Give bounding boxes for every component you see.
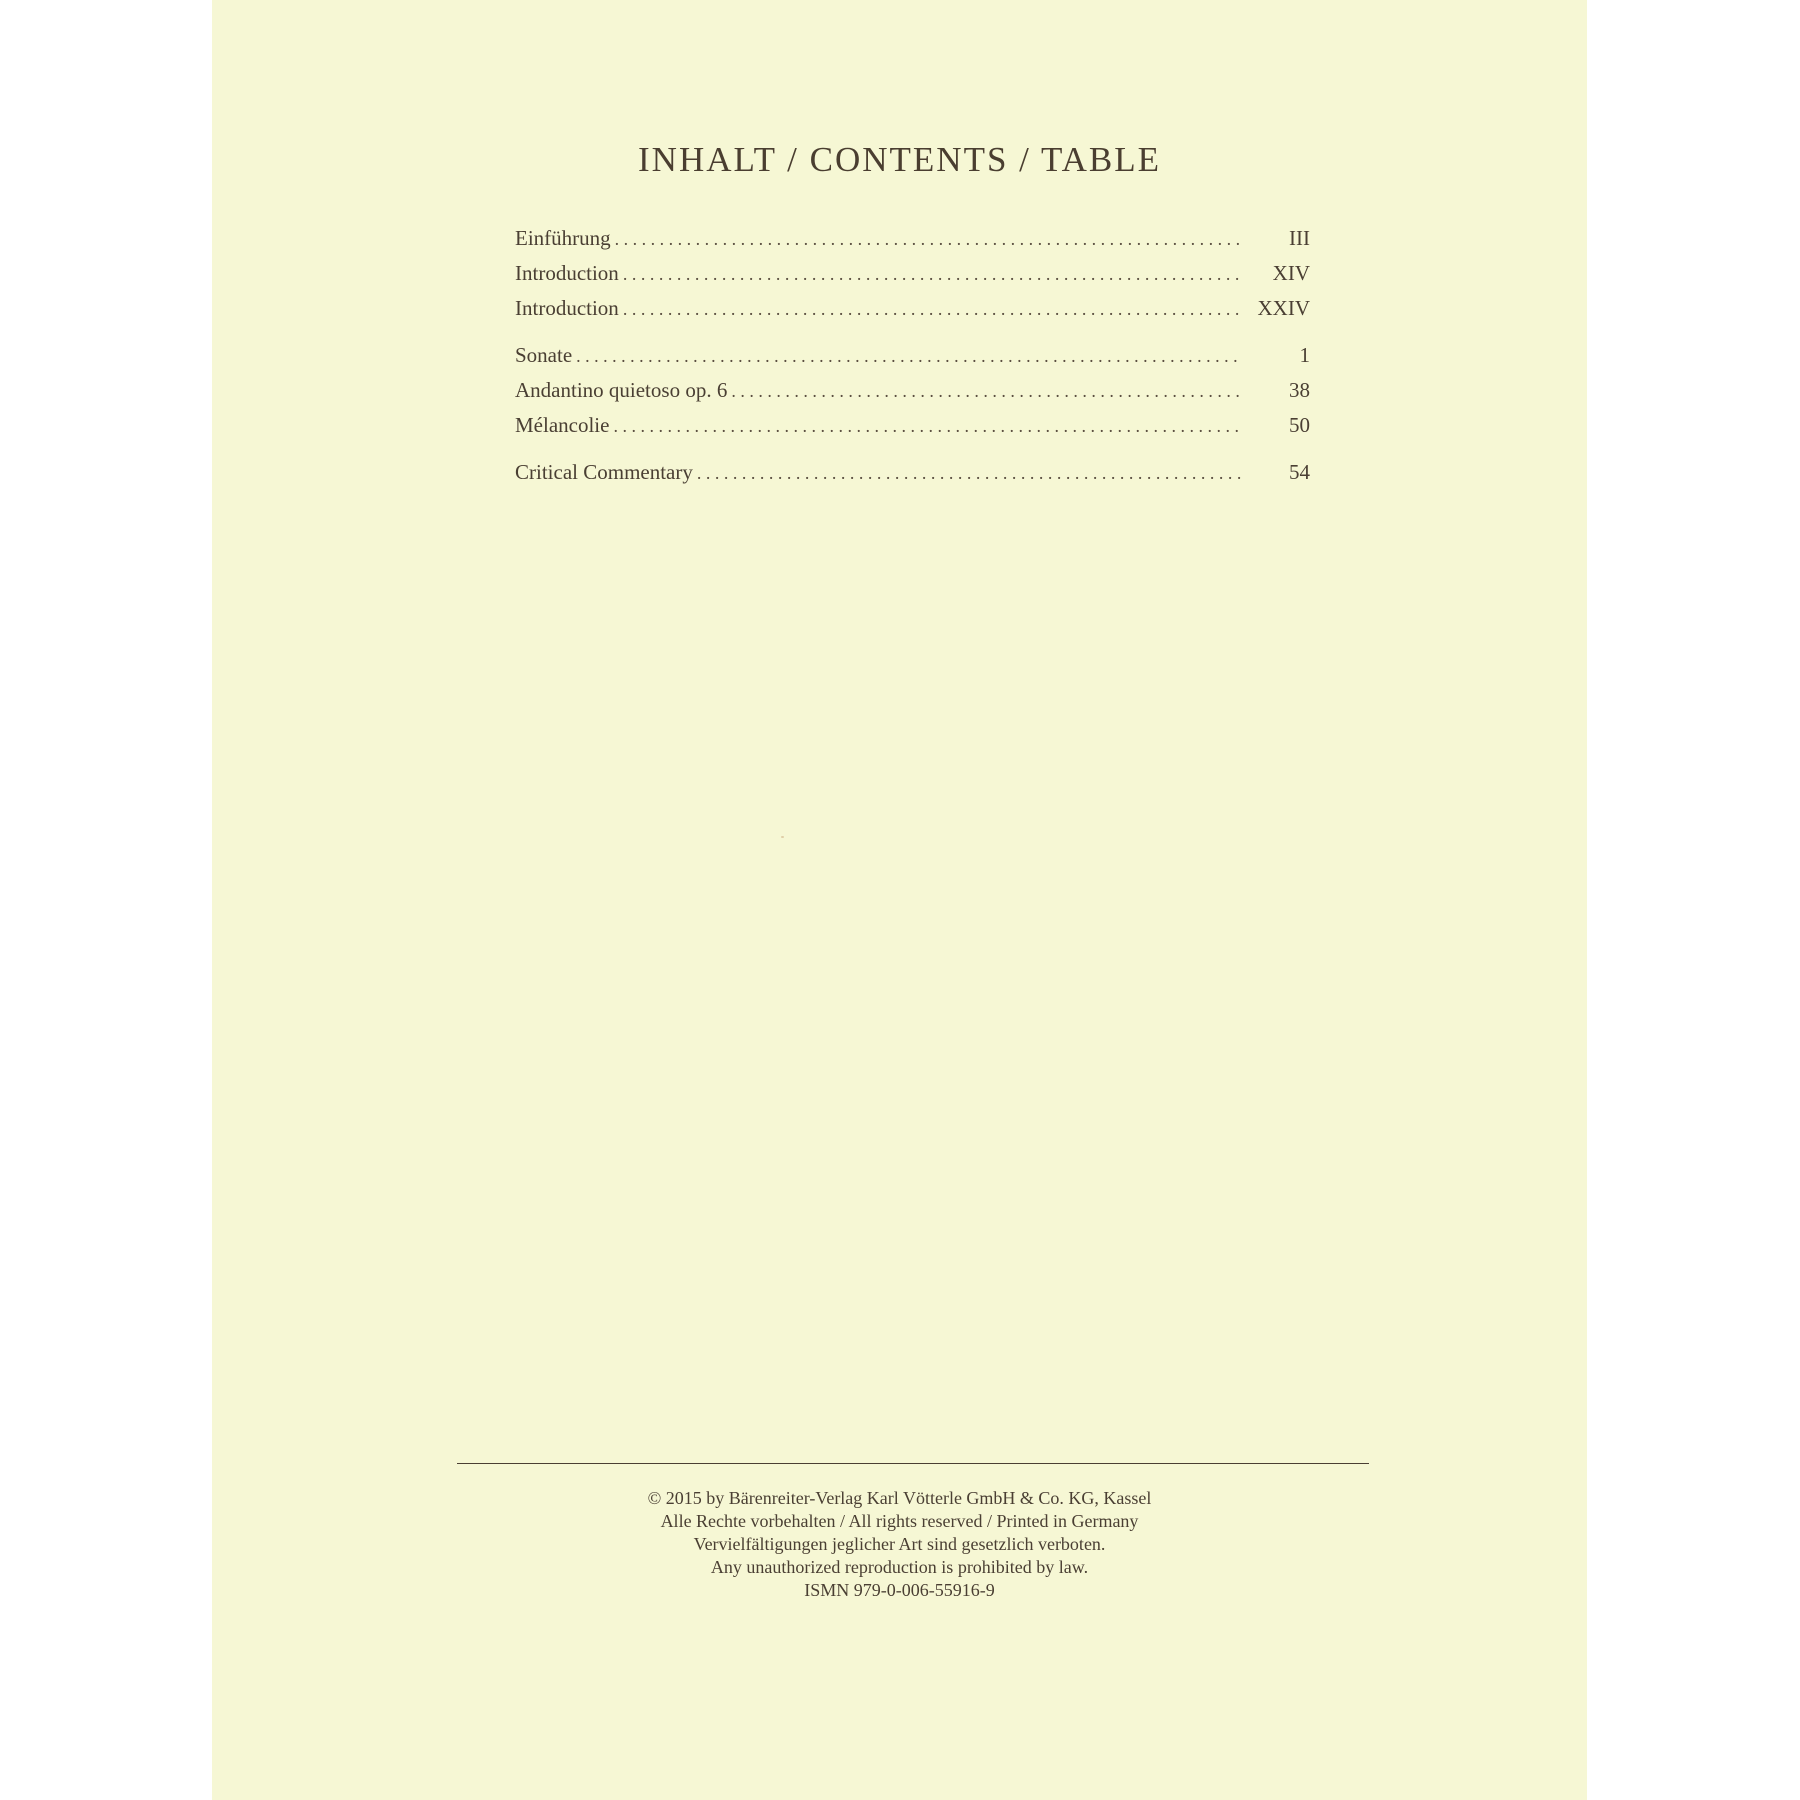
toc-entry-title: Critical Commentary — [515, 460, 697, 485]
toc-entry-title: Introduction — [515, 296, 623, 321]
toc-entry — [515, 261, 1310, 296]
toc-dot-leader — [576, 346, 1242, 367]
rights-line: Alle Rechte vorbehalten / All rights reserved / Printed in Germany — [660, 1511, 1139, 1531]
toc-entry-page: XXIV — [1257, 296, 1310, 320]
toc-entry-title: Andantino quietoso op. 6 — [515, 378, 731, 403]
copyright-notice — [212, 1487, 1587, 1602]
toc-entry — [515, 343, 1310, 378]
toc-entry-page: 54 — [1289, 460, 1310, 484]
toc-entry — [515, 413, 1310, 448]
toc-dot-leader — [615, 229, 1242, 250]
page-title: INHALT / CONTENTS / TABLE — [638, 140, 1161, 179]
toc-entry-title: Introduction — [515, 261, 623, 286]
toc-entry-page: 38 — [1289, 378, 1310, 402]
toc-entry-page: 50 — [1289, 413, 1310, 437]
toc-entry — [515, 460, 1310, 495]
copyright-line: © 2015 by Bärenreiter-Verlag Karl Vötterle GmbH & Co. KG, Kassel — [647, 1488, 1152, 1508]
toc-dot-leader — [697, 463, 1242, 484]
toc-dot-leader — [623, 264, 1242, 285]
paper-speck — [781, 836, 784, 838]
toc-entry-page: XIV — [1272, 261, 1310, 285]
toc-entry-page: 1 — [1299, 343, 1310, 367]
toc-entry-title: Mélancolie — [515, 413, 613, 438]
toc-entry-title: Einführung — [515, 226, 615, 251]
toc-entry — [515, 296, 1310, 331]
reproduction-line-de: Vervielfältigungen jeglicher Art sind gesetzlich verboten. — [693, 1534, 1106, 1554]
ismn-line: ISMN 979-0-006-55916-9 — [804, 1580, 995, 1600]
footer-divider — [457, 1463, 1369, 1464]
toc-dot-leader — [623, 299, 1242, 320]
toc-entry-page: III — [1289, 226, 1310, 250]
toc-dot-leader — [731, 381, 1242, 402]
toc-entry — [515, 226, 1310, 261]
document-page — [212, 0, 1587, 1800]
toc-entry — [515, 378, 1310, 413]
toc-entry-title: Sonate — [515, 343, 576, 368]
table-of-contents — [515, 226, 1310, 495]
reproduction-line-en: Any unauthorized reproduction is prohibited by law. — [710, 1557, 1089, 1577]
toc-dot-leader — [613, 416, 1242, 437]
